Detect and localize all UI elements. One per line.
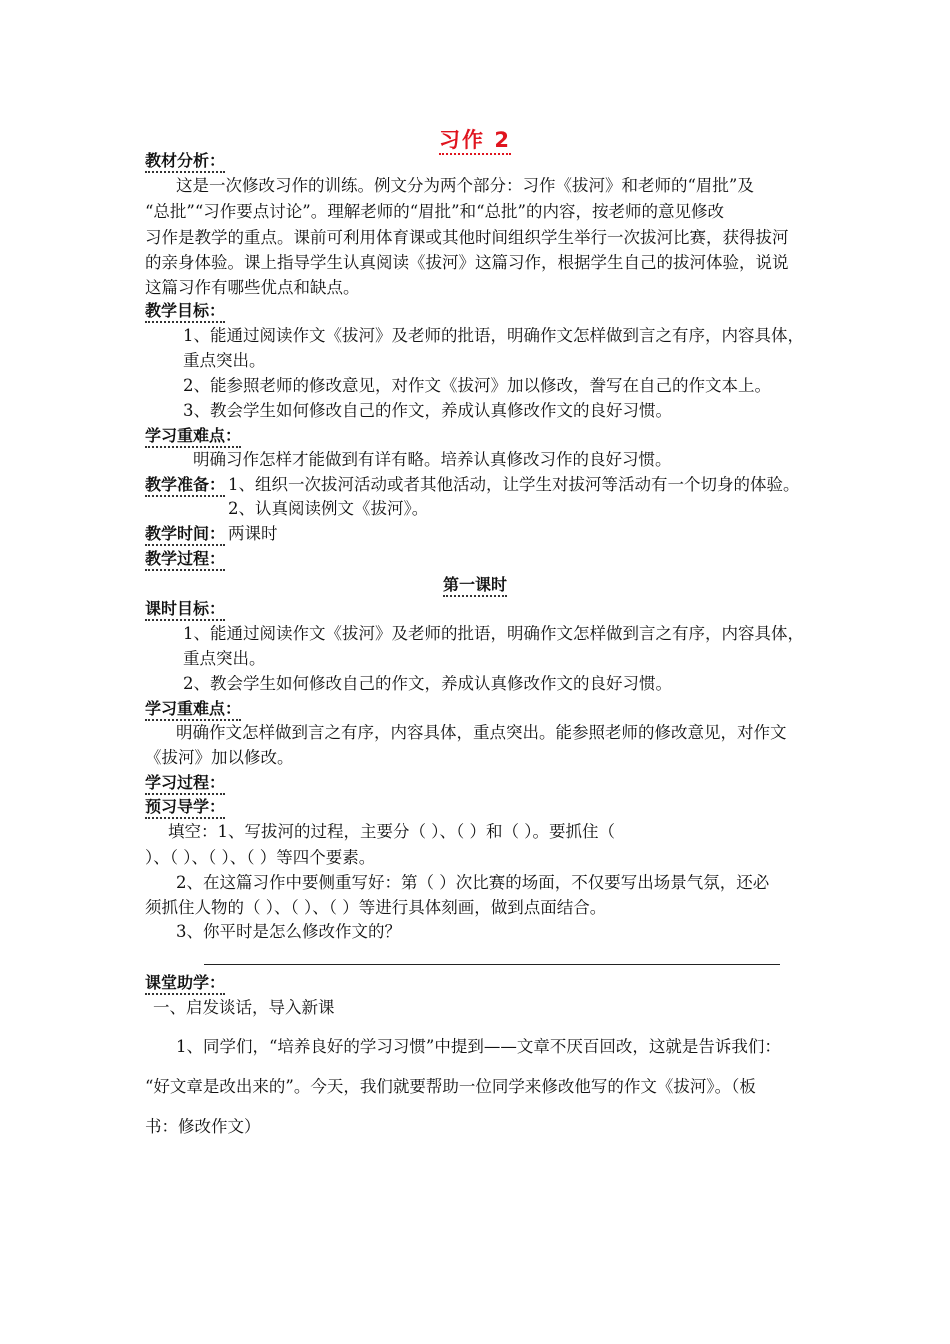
teaching-time-value: 两课时 <box>228 524 278 543</box>
key-points-text: 明确习作怎样才能做到有详有略。培养认真修改习作的良好习惯。 <box>193 450 672 469</box>
preparation-item: 2、认真阅读例文《拔河》。 <box>228 499 429 518</box>
teaching-goal-item: 1、能通过阅读作文《拔河》及老师的批语，明确作文怎样做到言之有序，内容具体， <box>183 326 804 345</box>
materials-analysis-heading: 教材分析： <box>145 150 225 172</box>
preview-fill-line: 2、在这篇习作中要侧重写好：第（ ）次比赛的场面，不仅要写出场景气氛，还必 <box>176 873 770 892</box>
materials-analysis-line: “总批”“习作要点讨论”。理解老师的“眉批”和“总批”的内容，按老师的意见修改 <box>145 202 724 221</box>
answer-line <box>204 964 780 965</box>
teaching-goals-heading: 教学目标： <box>145 300 225 322</box>
lesson-key-heading: 学习重难点： <box>145 698 241 720</box>
class-help-heading: 课堂助学： <box>145 972 225 994</box>
lesson-key-line: 明确作文怎样做到言之有序，内容具体，重点突出。能参照老师的修改意见，对作文 <box>176 723 787 742</box>
preparation-heading: 教学准备： <box>145 474 225 496</box>
materials-analysis-line: 这篇习作有哪些优点和缺点。 <box>145 278 360 297</box>
lesson-goals-heading: 课时目标： <box>145 598 225 620</box>
preparation-item: 1、组织一次拔河活动或者其他活动，让学生对拔河等活动有一个切身的体验。 <box>228 475 800 494</box>
teaching-process-heading: 教学过程： <box>145 548 225 570</box>
class-step-heading: 一、启发谈话，导入新课 <box>153 998 335 1017</box>
materials-analysis-line: 的亲身体验。课上指导学生认真阅读《拔河》这篇习作，根据学生自己的拔河体验，说说 <box>145 253 789 272</box>
class-step-text: 1、同学们，“培养良好的学习习惯”中提到——文章不厌百回改，这就是告诉我们： <box>176 1037 781 1056</box>
lesson-one-heading: 第一课时 <box>0 574 950 596</box>
preview-heading: 预习导学： <box>145 796 225 818</box>
preview-fill-line: 须抓住人物的（ ）、（ ）、（ ）等进行具体刻画，做到点面结合。 <box>145 898 607 917</box>
teaching-goal-item: 3、教会学生如何修改自己的作文，养成认真修改作文的良好习惯。 <box>183 401 672 420</box>
materials-analysis-line: 习作是教学的重点。课前可利用体育课或其他时间组织学生举行一次拔河比赛，获得拔河 <box>145 228 789 247</box>
learning-process-heading: 学习过程： <box>145 772 225 794</box>
preview-fill-line: 填空：1、写拔河的过程，主要分（ ）、（ ）和（ ）。要抓住（ <box>168 822 615 841</box>
teaching-time-heading: 教学时间： <box>145 523 225 545</box>
lesson-key-line: 《拔河》加以修改。 <box>145 748 294 767</box>
class-step-text: 书：修改作文） <box>145 1117 261 1136</box>
materials-analysis-line: 这是一次修改习作的训练。例文分为两个部分：习作《拔河》和老师的“眉批”及 <box>176 176 754 195</box>
class-step-text: “好文章是改出来的”。今天，我们就要帮助一位同学来修改他写的作文《拔河》。（板 <box>145 1077 756 1096</box>
document-title: 习作 2 <box>0 126 950 154</box>
preview-fill-line: ）、（ ）、（ ）、（ ）等四个要素。 <box>145 848 376 867</box>
lesson-goal-item: 重点突出。 <box>183 649 266 668</box>
lesson-goal-item: 1、能通过阅读作文《拔河》及老师的批语，明确作文怎样做到言之有序，内容具体， <box>183 624 804 643</box>
teaching-goal-item: 重点突出。 <box>183 351 266 370</box>
key-points-heading: 学习重难点： <box>145 425 241 447</box>
lesson-goal-item: 2、教会学生如何修改自己的作文，养成认真修改作文的良好习惯。 <box>183 674 672 693</box>
preview-question: 3、你平时是怎么修改作文的？ <box>176 922 401 941</box>
teaching-goal-item: 2、能参照老师的修改意见，对作文《拔河》加以修改，誊写在自己的作文本上。 <box>183 376 771 395</box>
